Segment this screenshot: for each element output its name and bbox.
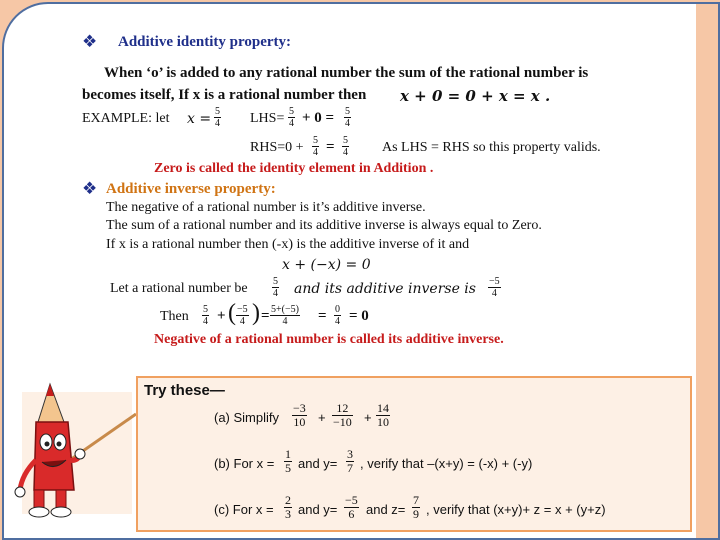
rhs-note: As LHS = RHS so this property valids. — [382, 140, 601, 155]
fraction-then-2: −5 4 — [237, 304, 248, 327]
exercise-b-rest: , verify that –(x+y) = (-x) + (-y) — [360, 456, 533, 471]
identity-line-2: becomes itself, If x is a rational number then — [82, 87, 367, 103]
fraction-negative: −5 4 — [489, 276, 500, 299]
inverse-line-2: The sum of a rational number and its additive inverse is always equal to Zero. — [106, 218, 542, 233]
lhs-rest: + 0 = — [302, 110, 335, 126]
example-label: EXAMPLE: let — [82, 111, 170, 126]
let-label: Let a rational number be — [110, 281, 248, 296]
exercise-b-fraction-y: 3 7 — [347, 447, 353, 475]
then-equals-3: = 0 — [349, 308, 369, 324]
bullet-icon: ❖ — [82, 32, 98, 51]
slide — [2, 2, 720, 540]
then-label: Then — [160, 309, 189, 324]
exercise-b-label: (b) For x = — [214, 456, 275, 471]
pencil-mascot-icon — [12, 382, 144, 522]
bullet-icon: ❖ — [82, 179, 98, 198]
then-equals-1: = — [261, 308, 270, 324]
exercise-b-fraction-x: 1 5 — [285, 447, 291, 475]
fraction-lhs: 5 4 — [289, 106, 294, 129]
exercise-c-fraction-y: −5 6 — [345, 493, 358, 521]
fraction-then-1: 5 4 — [203, 304, 208, 327]
exercise-c-fraction-x: 2 3 — [285, 493, 291, 521]
fraction-then-sum: 5+(−5) 4 — [271, 304, 299, 327]
fraction-lhs-result: 5 4 — [345, 106, 350, 129]
inverse-conclusion: Negative of a rational number is called its additive inverse. — [154, 332, 504, 347]
heading-additive-identity: Additive identity property: — [118, 34, 292, 50]
heading-additive-inverse: Additive inverse property: — [106, 181, 276, 197]
let-italic: and its additive inverse is — [294, 281, 476, 297]
fraction-rhs: 5 4 — [313, 135, 318, 158]
then-equals-2: = — [318, 308, 327, 324]
inverse-line-3: If x is a rational number then (-x) is the additive inverse of it and — [106, 237, 470, 252]
fraction-rhs-result: 5 4 — [343, 135, 348, 158]
exercise-c-and-2: and z= — [366, 502, 406, 517]
then-left-paren: ( — [228, 300, 236, 326]
exercise-a-plus-2: + — [364, 410, 372, 425]
exercise-a-fraction-3: 14 10 — [377, 401, 389, 429]
identity-equation: x + 0 = 0 + x = x . — [400, 87, 551, 105]
fraction-x: 5 4 — [215, 106, 220, 129]
side-strip — [696, 4, 718, 538]
inverse-equation: x + (−x) = 0 — [282, 257, 371, 273]
fraction-then-zero: 0 4 — [335, 304, 340, 327]
try-these-box — [136, 376, 692, 532]
fraction-let: 5 4 — [273, 276, 278, 299]
exercise-a-fraction-1: −3 10 — [293, 401, 306, 429]
exercise-a-label: (a) Simplify — [214, 410, 280, 425]
exercise-c-rest: , verify that (x+y)+ z = x + (y+z) — [426, 502, 606, 517]
exercise-a-plus-1: + — [318, 410, 326, 425]
example-var: x = — [187, 111, 212, 127]
inverse-line-1: The negative of a rational number is it’s additive inverse. — [106, 200, 426, 215]
then-right-paren: ) — [252, 300, 260, 326]
identity-conclusion: Zero is called the identity element in Addition . — [154, 161, 434, 176]
exercise-b-and: and y= — [298, 456, 338, 471]
exercise-a-fraction-2: 12 −10 — [333, 401, 352, 429]
lhs-label: LHS= — [250, 111, 285, 126]
exercise-c-and-1: and y= — [298, 502, 338, 517]
exercise-c-label: (c) For x = — [214, 502, 274, 517]
identity-line-1: When ‘o’ is added to any rational number the sum of the rational number is — [104, 65, 589, 81]
try-these-title: Try these— — [144, 382, 225, 399]
rhs-rest: = — [326, 139, 335, 155]
then-plus: + — [217, 308, 226, 324]
rhs-label: RHS=0 + — [250, 140, 304, 155]
exercise-c-fraction-z: 7 9 — [413, 493, 419, 521]
